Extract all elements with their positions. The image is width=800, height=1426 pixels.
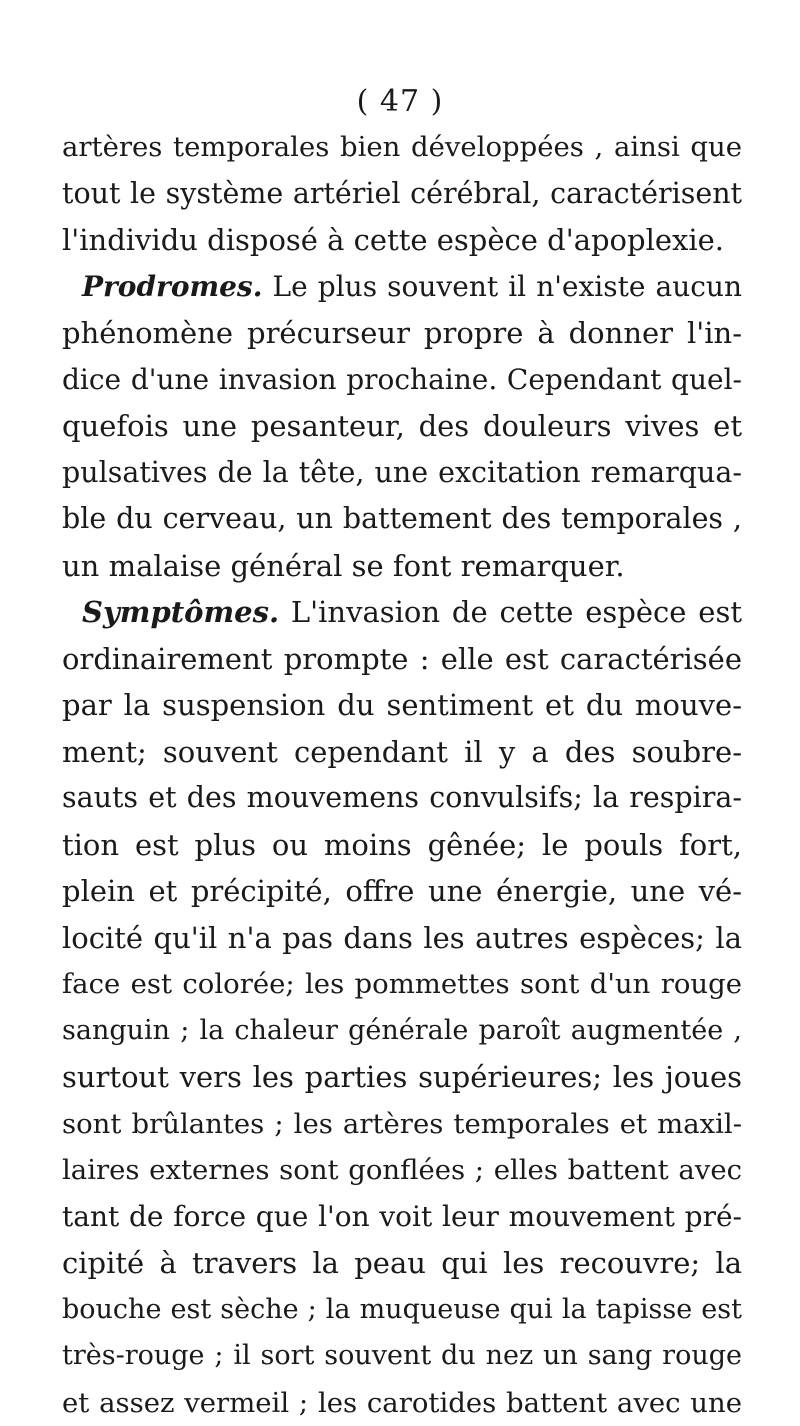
text-line: face est colorée; les pommettes sont d'un rouge <box>62 961 742 1008</box>
text-line: dice d'une invasion prochaine. Cependant quel- <box>62 357 742 404</box>
text-line: ble du cerveau, un battement des temporales , <box>62 496 742 543</box>
section-heading-prodromes: Prodromes. <box>82 270 262 303</box>
text-line: tion est plus ou moins gênée; le pouls fort, <box>62 822 742 869</box>
text-line: phénomène précurseur propre à donner l'in- <box>62 310 742 357</box>
text-line: par la suspension du sentiment et du mouve- <box>62 682 742 729</box>
text-line: artères temporales bien développées , ainsi que <box>62 124 742 171</box>
text-line: laires externes sont gonflées ; elles battent avec <box>62 1147 742 1194</box>
section-heading-symptomes: Symptômes. <box>82 595 279 629</box>
text-line: pulsatives de la tête, une excitation remarqua- <box>62 450 742 497</box>
body-text <box>62 124 742 1426</box>
text-line: ment; souvent cependant il y a des soubre- <box>62 729 742 776</box>
text-line: et assez vermeil ; les carotides battent avec une <box>62 1380 742 1426</box>
text-line: locité qu'il n'a pas dans les autres espèces; la <box>62 915 742 962</box>
page-number: ( 47 ) <box>0 82 800 122</box>
text-line: plein et précipité, offre une énergie, une vé- <box>62 868 742 915</box>
text-line: surtout vers les parties supérieures; les joues <box>62 1054 742 1101</box>
text-line: très-rouge ; il sort souvent du nez un sang rouge <box>62 1333 742 1380</box>
text-line: sont brûlantes ; les artères temporales et maxil- <box>62 1101 742 1148</box>
text-line: l'individu disposé à cette espèce d'apoplexie. <box>62 217 742 264</box>
text-line: bouche est sèche ; la muqueuse qui la tapisse est <box>62 1287 742 1334</box>
text-line: tout le système artériel cérébral, caractérisent <box>62 171 742 218</box>
text-line: quefois une pesanteur, des douleurs vives et <box>62 403 742 450</box>
text-line <box>62 264 742 311</box>
line-text: L'invasion de cette espèce est <box>279 595 742 629</box>
text-line: ordinairement prompte : elle est caractérisée <box>62 636 742 683</box>
text-line: sauts et des mouvemens convulsifs; la respira- <box>62 775 742 822</box>
text-line: cipité à travers la peau qui les recouvre; la <box>62 1240 742 1287</box>
text-line <box>62 589 742 636</box>
text-line: tant de force que l'on voit leur mouvement pré- <box>62 1194 742 1241</box>
text-line: sanguin ; la chaleur générale paroît augmentée , <box>62 1008 742 1055</box>
text-line: un malaise général se font remarquer. <box>62 543 742 590</box>
line-text: Le plus souvent il n'existe aucun <box>262 270 742 303</box>
